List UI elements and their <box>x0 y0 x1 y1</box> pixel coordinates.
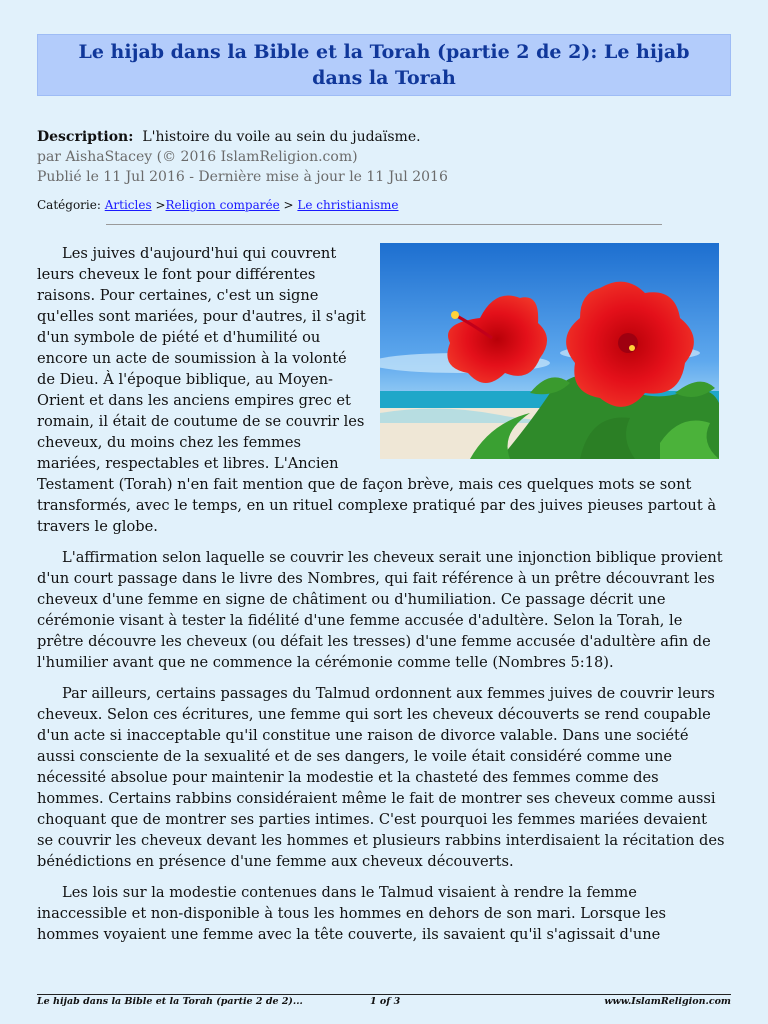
category-link-religion-comparee[interactable]: Religion comparée <box>165 198 280 212</box>
date-line: Publié le 11 Jul 2016 - Dernière mise à jour le 11 Jul 2016 <box>37 169 448 185</box>
paragraph-1: Les juives d'aujourd'hui qui couvrent leurs cheveux le font pour différentes raisons. Pour certaines, c'est un signe qu'elles sont mariées, pour d'autres, il s'agit d'un symbole de piété et d'humilité ou encore un acte de soumission à la volonté de Dieu. À l'époque biblique, au Moyen-Orient et dans les anciens empires grec et romain, il était de coutume de se couvrir les cheveux, du moins chez les femmes mariées, respectables et libres. L'Ancien Testament (Torah) n'en fait mention que de façon brève, mais ces quelques mots se sont transformés, avec le temps, en un rituel complexe pratiqué par des juives pieuses partout à travers le globe. <box>37 245 717 535</box>
description-label: Description: <box>37 129 134 145</box>
footer-divider <box>37 994 731 995</box>
category-link-articles[interactable]: Articles <box>104 198 152 212</box>
description-text: L'histoire du voile au sein du judaïsme. <box>142 129 421 145</box>
category-separator: > <box>155 198 166 212</box>
page-footer <box>37 996 731 1007</box>
category-separator: > <box>279 198 298 212</box>
article-body <box>37 243 727 955</box>
paragraph-3: Par ailleurs, certains passages du Talmud ordonnent aux femmes juives de couvrir leurs cheveux. Selon ces écritures, une femme qui sort les cheveux découverts se rend coupable d'un acte si inacceptable qu'il constitue une raison de divorce valable. Dans une société aussi consciente de la sexualité et de ses dangers, le voile était considéré comme une nécessité absolue pour maintenir la modestie et la chasteté des femmes comme des hommes. Certains rabbins considéraient même le fait de montrer ses cheveux comme aussi choquant que de montrer ses parties intimes. C'est pourquoi les femmes mariées devaient se couvrir les cheveux devant les hommes et plusieurs rabbins interdisaient la récitation des bénédictions en présence d'une femme aux cheveux découverts. <box>37 685 725 870</box>
paragraph-2: L'affirmation selon laquelle se couvrir les cheveux serait une injonction biblique provient d'un court passage dans le livre des Nombres, qui fait référence à un prêtre découvrant les cheveux d'une femme en signe de châtiment ou d'humiliation. Ce passage décrit une cérémonie visant à tester la fidélité d'une femme accusée d'adultère. Selon la Torah, le prêtre découvre les cheveux (ou défait les tresses) d'une femme accusée d'adultère afin de l'humilier avant que ne commence la cérémonie comme telle (Nombres 5:18). <box>37 549 723 671</box>
category-label: Catégorie: <box>37 198 101 212</box>
footer-site: www.IslamReligion.com <box>604 996 731 1007</box>
description-row <box>37 127 727 147</box>
hibiscus-photo <box>380 243 719 459</box>
page-title: Le hijab dans la Bible et la Torah (partie 2 de 2): Le hijab dans la Torah <box>78 41 690 89</box>
paragraph-4: Les lois sur la modestie contenues dans le Talmud visaient à rendre la femme inaccessible et non-disponible à tous les hommes en dehors de son mari. Lorsque les hommes voyaient une femme avec la tête couverte, ils savaient qu'il s'agissait d'une <box>37 884 666 943</box>
article-meta <box>37 127 727 215</box>
divider <box>106 224 662 225</box>
page-number: 1 of 3 <box>370 996 401 1007</box>
category-link-christianisme[interactable]: Le christianisme <box>297 198 399 212</box>
category-breadcrumb <box>37 195 727 215</box>
author-line: par AishaStacey (© 2016 IslamReligion.com) <box>37 149 358 165</box>
footer-title: Le hijab dans la Bible et la Torah (partie 2 de 2)... <box>37 996 303 1007</box>
title-banner <box>37 34 731 96</box>
